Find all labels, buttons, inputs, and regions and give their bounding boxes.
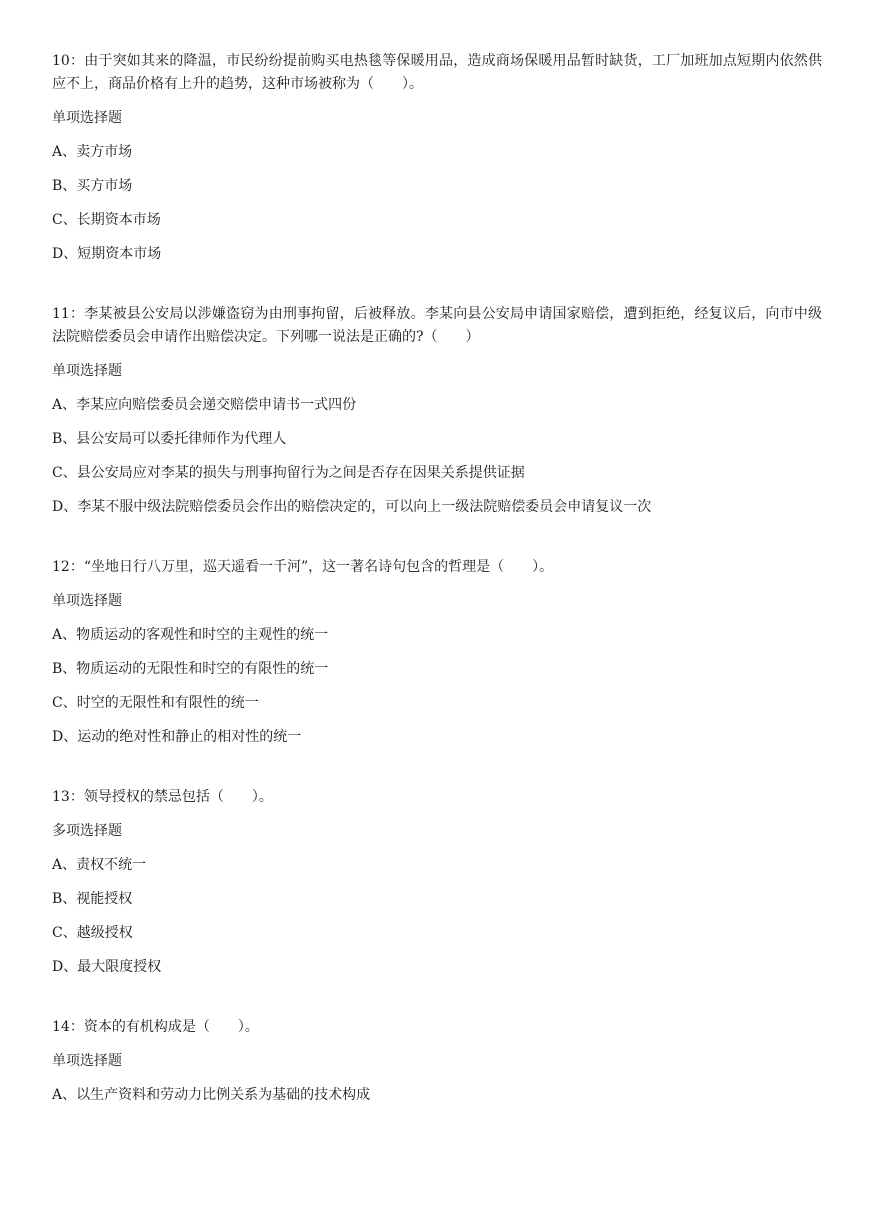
option-d: D、最大限度授权 xyxy=(52,959,162,975)
question-type: 单项选择题 xyxy=(52,363,122,379)
option-c: C、越级授权 xyxy=(52,925,133,941)
option-c: C、时空的无限性和有限性的统一 xyxy=(52,695,259,711)
question-13 xyxy=(52,786,822,979)
document-page xyxy=(52,50,822,1107)
option-b: B、县公安局可以委托律师作为代理人 xyxy=(52,431,287,447)
question-stem: 10：由于突如其来的降温，市民纷纷提前购买电热毯等保暖用品，造成商场保暖用品暂时缺货，工厂加班加点短期内依然供应不上，商品价格有上升的趋势，这种市场被称为（ ）。 xyxy=(52,53,822,92)
question-14 xyxy=(52,1016,822,1107)
option-b: B、物质运动的无限性和时空的有限性的统一 xyxy=(52,661,329,677)
option-a: A、卖方市场 xyxy=(52,144,133,160)
question-11 xyxy=(52,303,822,519)
question-type: 单项选择题 xyxy=(52,1053,122,1069)
option-d: D、运动的绝对性和静止的相对性的统一 xyxy=(52,729,302,745)
option-a: A、物质运动的客观性和时空的主观性的统一 xyxy=(52,627,329,643)
question-stem: 13：领导授权的禁忌包括（ ）。 xyxy=(52,789,273,805)
question-type: 单项选择题 xyxy=(52,110,122,126)
question-stem: 14：资本的有机构成是（ ）。 xyxy=(52,1019,259,1035)
question-stem: 12：“坐地日行八万里，巡天遥看一千河”，这一著名诗句包含的哲理是（ ）。 xyxy=(52,559,554,575)
question-12 xyxy=(52,556,822,749)
option-c: C、县公安局应对李某的损失与刑事拘留行为之间是否存在因果关系提供证据 xyxy=(52,465,525,481)
option-c: C、长期资本市场 xyxy=(52,212,161,228)
option-d: D、李某不服中级法院赔偿委员会作出的赔偿决定的，可以向上一级法院赔偿委员会申请复议一次 xyxy=(52,499,652,515)
question-stem: 11：李某被县公安局以涉嫌盗窃为由刑事拘留，后被释放。李某向县公安局申请国家赔偿，遭到拒绝，经复议后，向市中级法院赔偿委员会申请作出赔偿决定。下列哪一说法是正确的?（ ） xyxy=(52,306,822,345)
question-10 xyxy=(52,50,822,266)
option-a: A、责权不统一 xyxy=(52,857,147,873)
question-spacer xyxy=(52,979,822,1016)
question-spacer xyxy=(52,519,822,556)
question-spacer xyxy=(52,749,822,786)
question-spacer xyxy=(52,266,822,303)
question-type: 多项选择题 xyxy=(52,823,122,839)
option-b: B、视能授权 xyxy=(52,891,133,907)
option-a: A、以生产资料和劳动力比例关系为基础的技术构成 xyxy=(52,1087,371,1103)
option-a: A、李某应向赔偿委员会递交赔偿申请书一式四份 xyxy=(52,397,357,413)
option-d: D、短期资本市场 xyxy=(52,246,162,262)
question-type: 单项选择题 xyxy=(52,593,122,609)
option-b: B、买方市场 xyxy=(52,178,133,194)
